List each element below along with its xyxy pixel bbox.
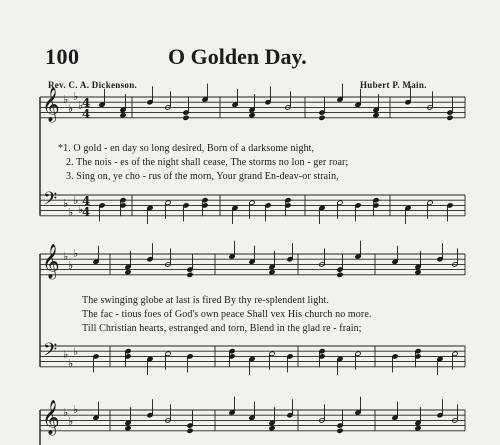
- note-head: [319, 115, 325, 120]
- flat-icon: ♭: [63, 93, 69, 106]
- note-head: [125, 426, 131, 431]
- note-head: [125, 270, 131, 275]
- hymn-title: O Golden Day.: [168, 44, 307, 69]
- treble-clef-icon: 𝄞: [42, 87, 60, 122]
- lyric-line: 2. The nois - es of the night shall cease, The storms no lon - ger roar;: [66, 157, 349, 168]
- lyric-line: The fac - tious foes of God's own peace Shall vex His church no more.: [82, 309, 372, 320]
- note-head: [337, 428, 343, 433]
- flat-icon: ♭: [63, 250, 69, 263]
- bass-clef-icon: 𝄢: [43, 189, 58, 214]
- note-head: [183, 115, 189, 120]
- note-head: [187, 272, 193, 277]
- note-head: [269, 426, 275, 431]
- treble-clef-icon: 𝄞: [42, 244, 60, 279]
- flat-icon: ♭: [73, 345, 79, 358]
- lyric-line: Till Christian hearts, estranged and torn, Blend in the glad re - frain;: [82, 323, 362, 334]
- note-head: [373, 113, 379, 118]
- time-signature: 4: [82, 107, 91, 121]
- lyricist-credit: Rev. C. A. Dickenson.: [48, 80, 138, 90]
- composer-credit: Hubert P. Main.: [360, 80, 427, 90]
- note-head: [415, 270, 421, 275]
- flat-icon: ♭: [78, 203, 84, 216]
- hymn-number: 100: [45, 44, 80, 69]
- flat-icon: ♭: [63, 197, 69, 210]
- note-head: [447, 115, 453, 120]
- flat-icon: ♭: [73, 90, 79, 103]
- flat-icon: ♭: [63, 406, 69, 419]
- flat-icon: ♭: [68, 102, 74, 115]
- flat-icon: ♭: [73, 247, 79, 260]
- flat-icon: ♭: [68, 206, 74, 219]
- note-head: [269, 270, 275, 275]
- flat-icon: ♭: [68, 415, 74, 428]
- flat-icon: ♭: [73, 194, 79, 207]
- flat-icon: ♭: [63, 348, 69, 361]
- flat-icon: ♭: [68, 259, 74, 272]
- note-head: [187, 428, 193, 433]
- time-signature: 4: [82, 205, 91, 219]
- bass-clef-icon: 𝄢: [43, 340, 58, 365]
- time-signature: 4: [82, 96, 91, 110]
- flat-icon: ♭: [78, 99, 84, 112]
- lyric-line: The swinging globe at last is fired By thy re-splendent light.: [82, 295, 329, 306]
- flat-icon: ♭: [73, 403, 79, 416]
- time-signature: 4: [82, 194, 91, 208]
- lyric-line: *1. O gold - en day so long desired, Born of a darksome night,: [58, 143, 315, 154]
- flat-icon: ♭: [68, 357, 74, 370]
- note-head: [249, 113, 255, 118]
- note-head: [120, 113, 126, 118]
- note-head: [337, 272, 343, 277]
- note-head: [415, 426, 421, 431]
- treble-clef-icon: 𝄞: [42, 400, 60, 435]
- lyric-line: 3. Sing on, ye cho - rus of the morn, Your grand En-deav-or strain,: [66, 171, 339, 182]
